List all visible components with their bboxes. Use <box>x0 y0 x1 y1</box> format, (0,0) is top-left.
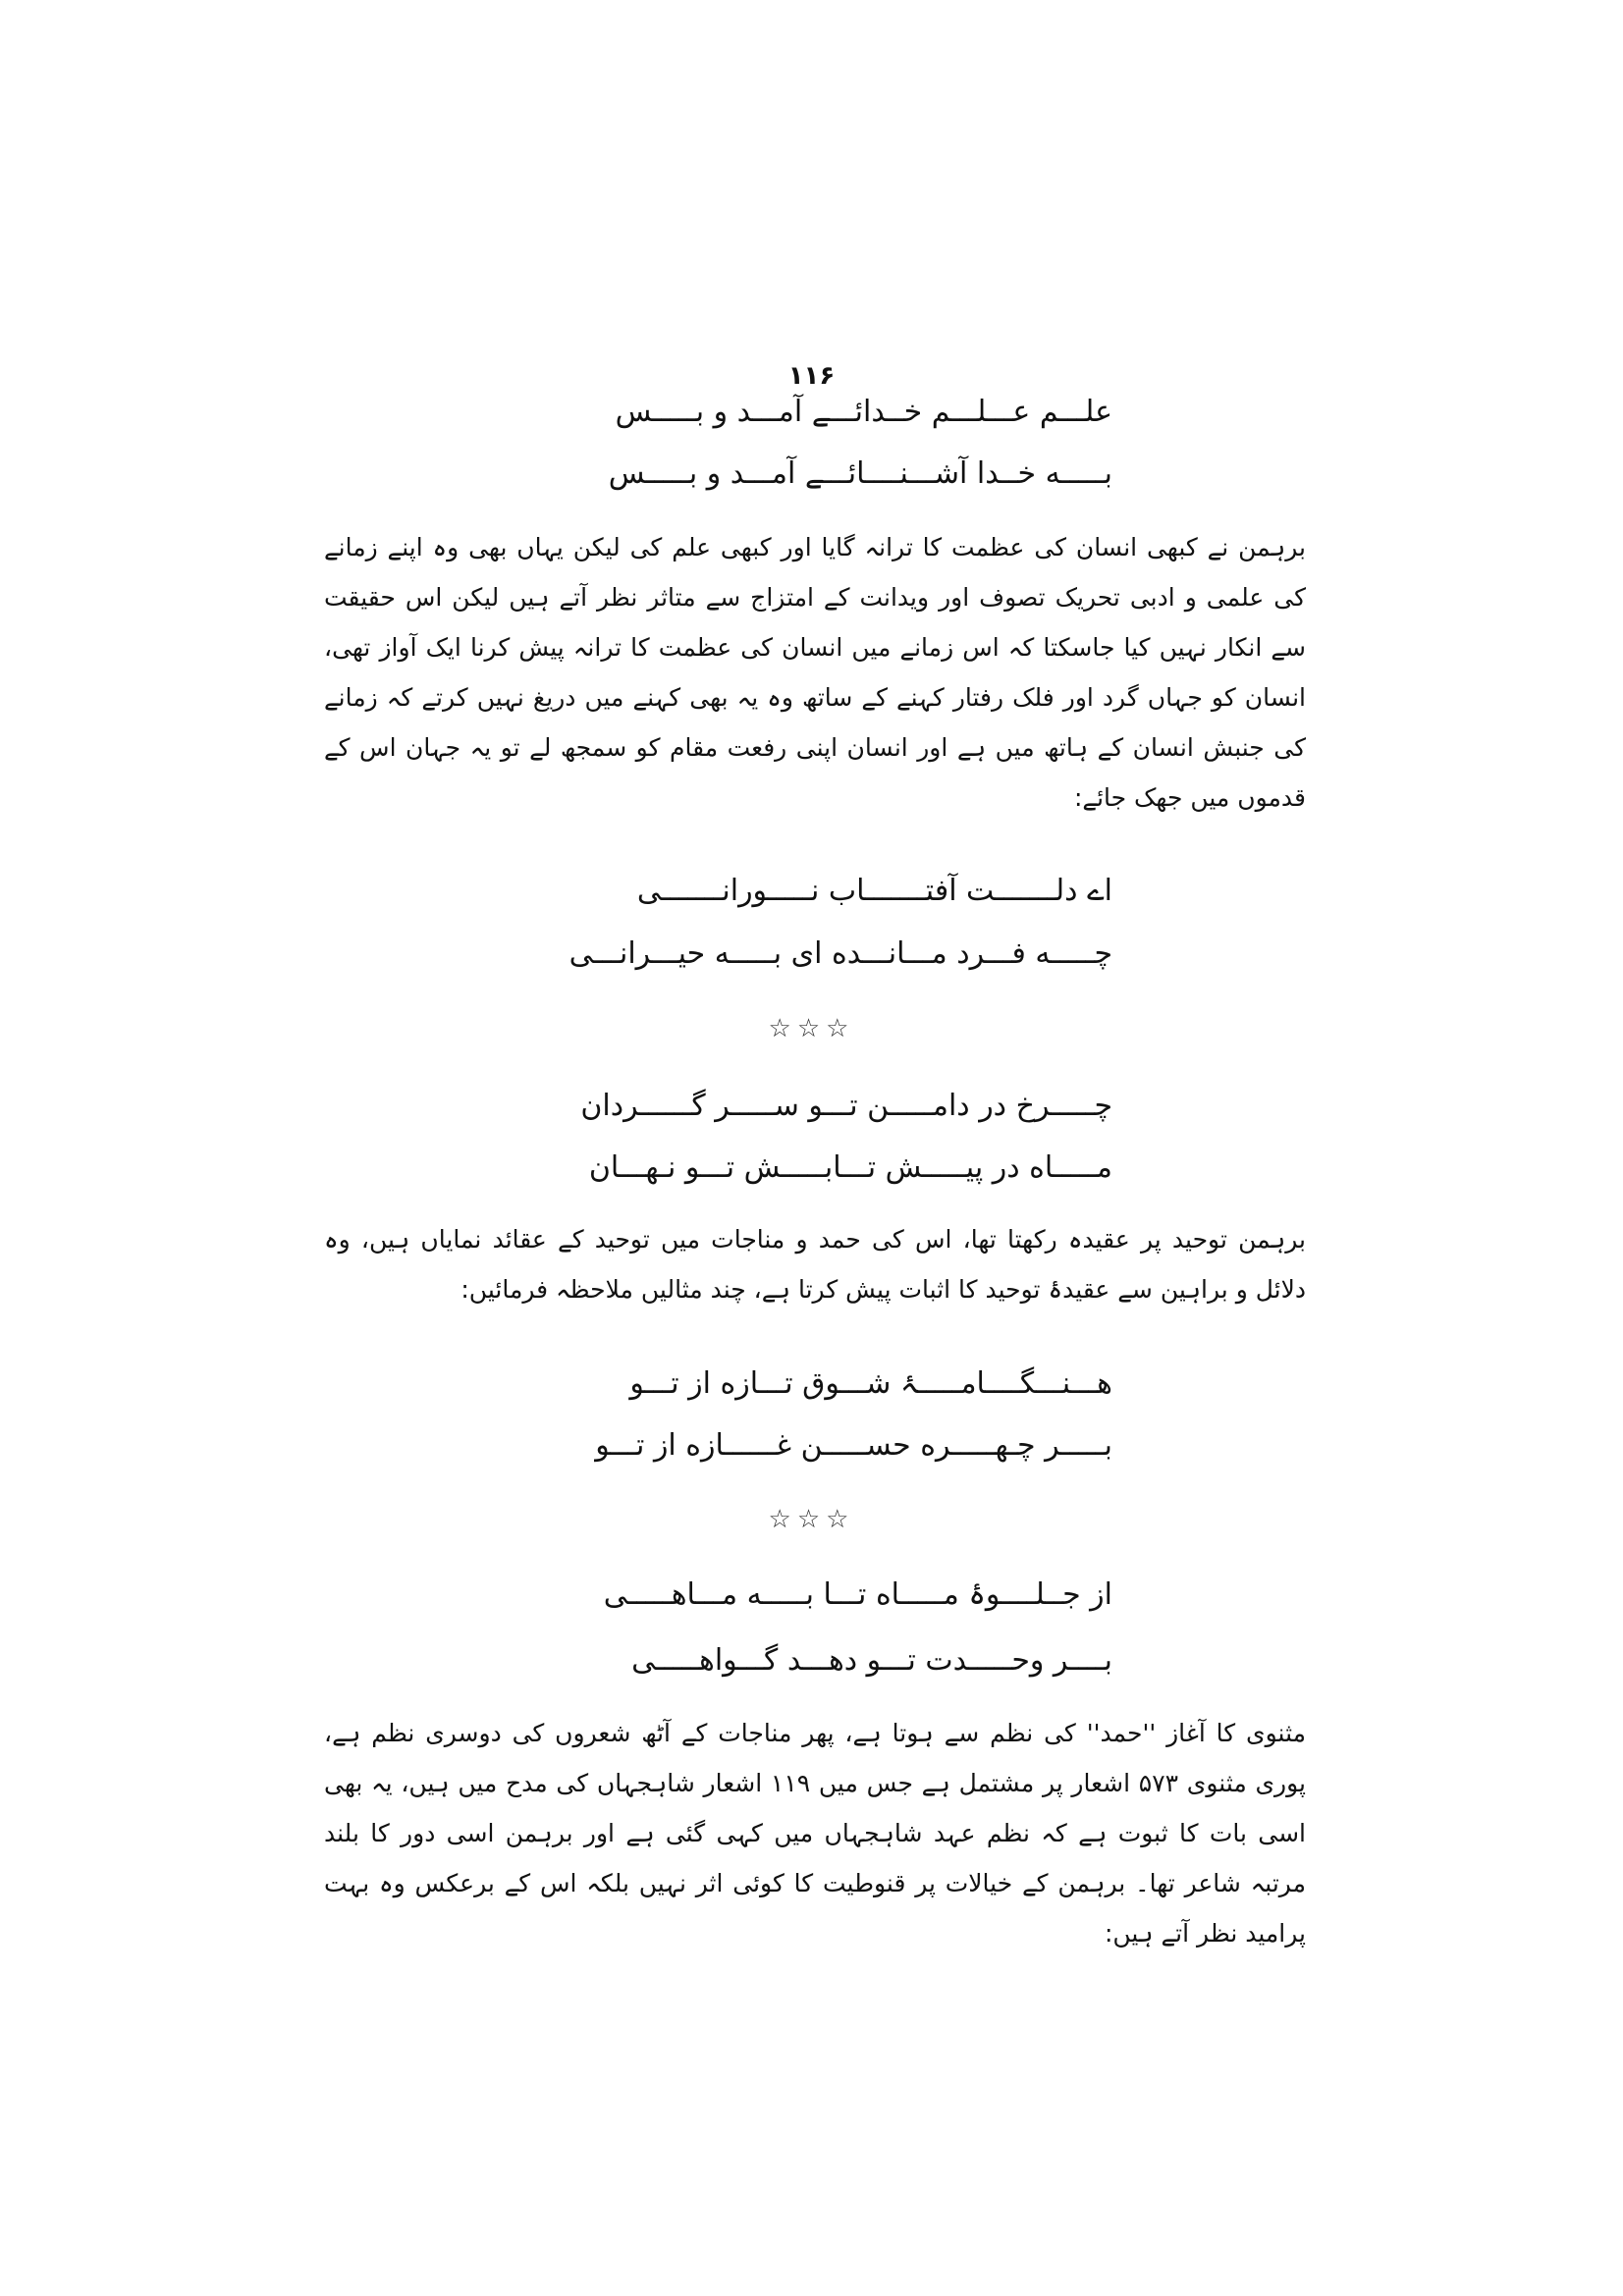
verse-line: هـــنـــگــــامـــــۂ شـــوق تـــازه از تـــو <box>629 1366 1112 1401</box>
page-number: ۱۱۶ <box>787 361 836 391</box>
verse-line: چـــــه فـــرد مـــانـــده ای بـــــه حیـــرانـــی <box>568 936 1112 971</box>
body-paragraph: مثنوی کا آغاز ''حمد'' کی نظم سے ہوتا ہے، پھر مناجات کے آٹھ شعروں کی دوسری نظم ہے، پوری مثنوی ۵۷۳ اشعار پر مشتمل ہے جس میں ۱۱۹ اشعار شاہجہاں کی مدح میں ہیں، یہ بھی اسی بات کا ثبوت ہے کہ نظم عہد شاہجہاں میں کہی گئی ہے اور برہمن اسی دور کا بلند مرتبہ شاعر تھا۔ برہمن کے خیالات پر قنوطیت کا کوئی اثر نہیں بلکہ اس کے برعکس وہ بہت پرامید نظر آتے ہیں: <box>324 1719 1307 1948</box>
verse-line: مـــــاه در پیـــــش تـــابـــــش تـــو نـهـــان <box>588 1150 1112 1185</box>
verse-line: بــــر وحـــــدت تـــو دهـــد گـــواهـــــی <box>631 1643 1112 1678</box>
verse-line: بـــــه خــدا آشـــنــــائـــے آمـــد و بـــــس <box>608 456 1112 491</box>
verse-line: چـــــرخ در دامـــــن تـــو ســـــر گــــــردان <box>580 1089 1112 1123</box>
verse-line: بـــــر چـهـــــره حســـــن غــــــازه از تـــو <box>595 1428 1112 1463</box>
verse-line: از جــلــــوۂ مـــــاه تـــا بـــــه مـــاهـــــی <box>603 1577 1112 1612</box>
section-separator: ☆☆☆ <box>768 1014 855 1043</box>
body-paragraph: برہمن نے کبھی انسان کی عظمت کا ترانہ گایا اور کبھی علم کی لیکن یہاں بھی وہ اپنے زمانے کی علمی و ادبی تحریک تصوف اور ویدانت کے امتزاج سے متاثر نظر آتے ہیں لیکن اس حقیقت سے انکار نہیں کیا جاسکتا کہ اس زمانے میں انسان کی عظمت کا ترانہ پیش کرنا ایک آواز تھی، انسان کو جہاں گرد اور فلک رفتار کہنے کے ساتھ وہ یہ بھی کہنے میں دریغ نہیں کرتے کہ زمانے کی جنبش انسان کے ہاتھ میں ہے اور انسان اپنی رفعت مقام کو سمجھ لے تو یہ جہان اس کے قدموں میں جھک جائے: <box>324 533 1306 812</box>
verse-line: اے دلـــــــت آفتـــــــاب نـــــورانـــــــی <box>636 874 1112 908</box>
section-separator: ☆☆☆ <box>768 1505 855 1534</box>
verse-line: علـــم عـــلـــم خــدائـــے آمـــد و بـــــس <box>615 395 1112 429</box>
body-paragraph: برہمن توحید پر عقیدہ رکھتا تھا، اس کی حمد و مناجات میں توحید کے عقائد نمایاں ہیں، وہ دلائل و براہین سے عقیدۂ توحید کا اثبات پیش کرتا ہے، چند مثالیں ملاحظہ فرمائیں: <box>324 1225 1306 1304</box>
